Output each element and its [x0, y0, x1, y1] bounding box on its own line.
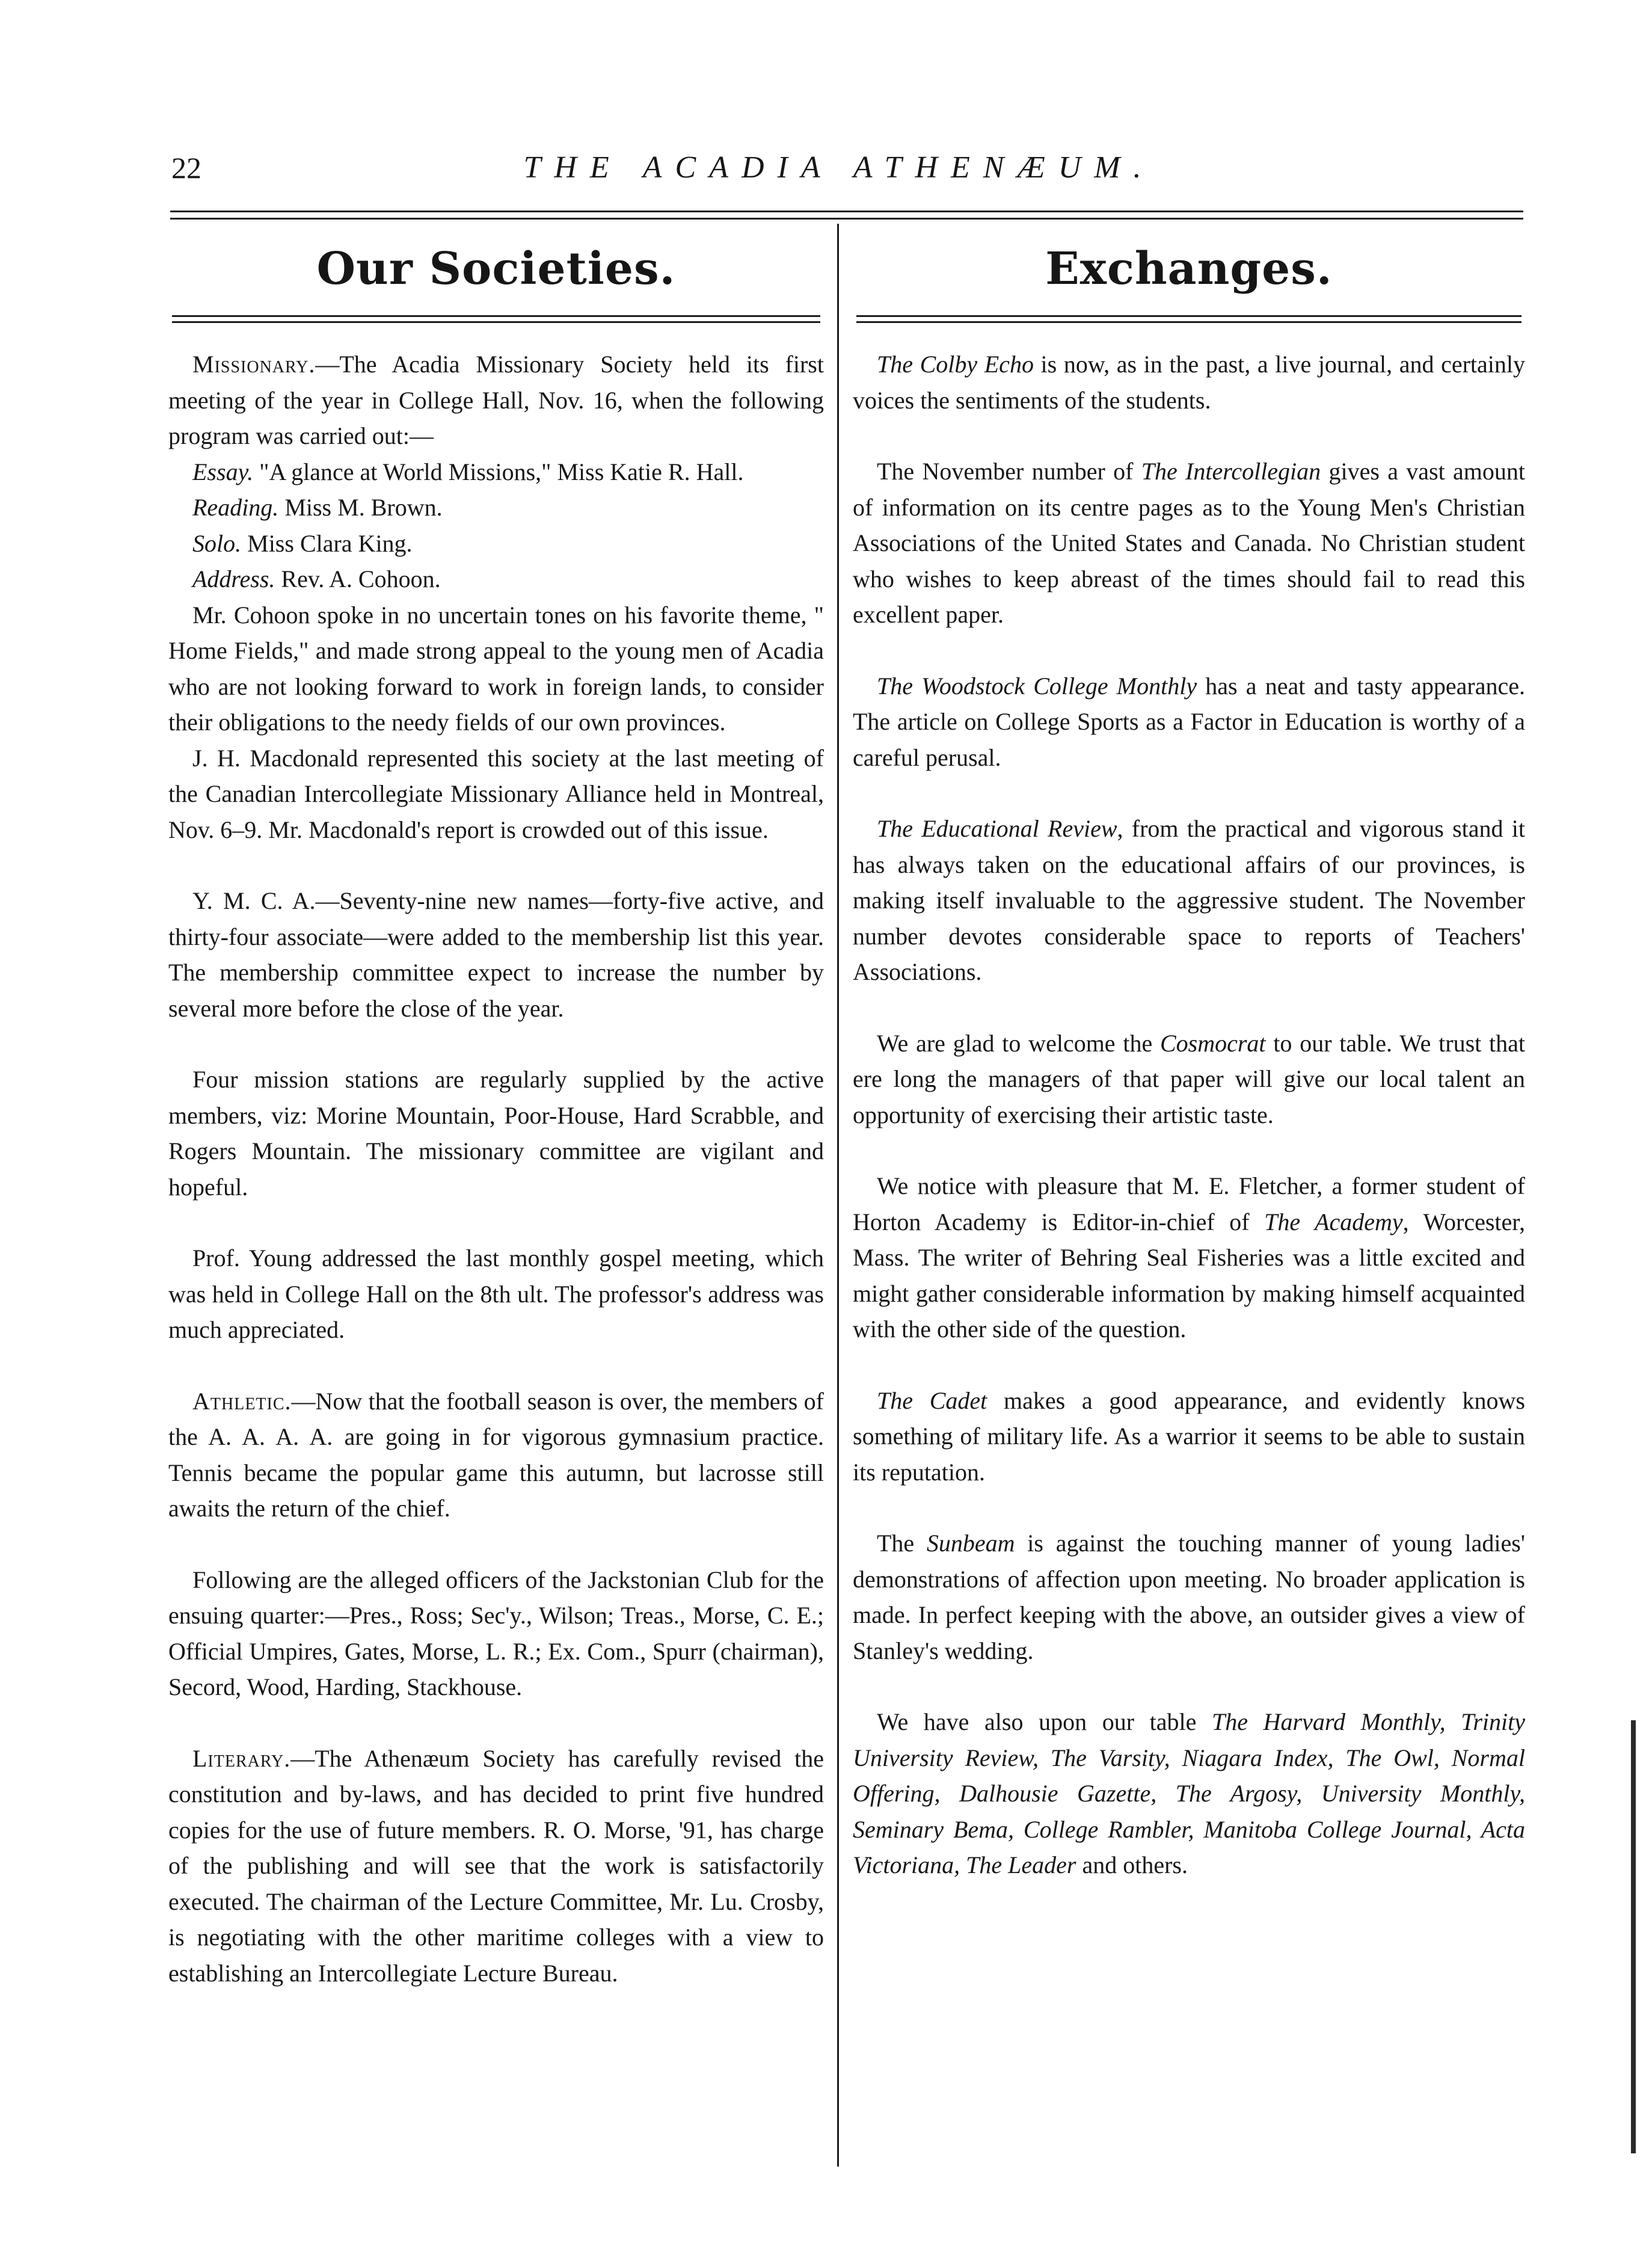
- program-item: [192, 526, 824, 562]
- periodical-title-list: The Harvard Monthly, Trinity University Review, The Varsity, Niagara Index, The Owl, Normal Offering, Dalhousie Gazette, The Argosy, University Monthly, Seminary Bema, College Rambler, Manitoba College Journal, Acta Victoriana, The Leader: [853, 1708, 1525, 1878]
- periodical-title: The Cadet: [877, 1386, 987, 1414]
- sunbeam-text: is against the touching manner of young ladies' demonstrations of affection upon meeting. No broader application is made. In perfect keeping with the above, an outsider gives a view of Stanley's wedding.: [853, 1530, 1525, 1664]
- also-on-table-paragraph: [853, 1704, 1525, 1883]
- program-item: [192, 490, 824, 526]
- program-item-text: "A glance at World Missions," Miss Katie R. Hall.: [259, 458, 744, 485]
- cohoon-paragraph: Mr. Cohoon spoke in no uncertain tones on his favorite theme, " Home Fields," and made strong appeal to the young men of Acadia who are not looking forward to work in foreign lands, to consider their obligations to the needy fields of our own provinces.: [168, 601, 824, 736]
- colby-echo-text: is now, as in the past, a live journal, and certainly voices the sentiments of the students.: [853, 351, 1526, 414]
- fletcher-paragraph: [853, 1168, 1525, 1347]
- macdonald-paragraph: J. H. Macdonald represented this society at the last meeting of the Canadian Intercollegiate Missionary Alliance held in Montreal, Nov. 6–9. Mr. Macdonald's report is crowded out of this issue.: [168, 744, 824, 843]
- periodical-title: The Educational Review: [877, 815, 1117, 842]
- periodical-title: The Woodstock College Monthly: [877, 672, 1197, 700]
- program-item: [192, 454, 824, 490]
- cadet-text: makes a good appearance, and evidently knows something of military life. As a warrior it seems to be able to sustain its reputation.: [853, 1386, 1525, 1486]
- societies-heading: Our Societies.: [316, 243, 676, 295]
- athletic-label: Athletic.: [192, 1387, 292, 1415]
- educational-review-text: , from the practical and vigorous stand it has always taken on the educational affairs of our provinces, is making itself invaluable to the aggressive student. The November number devotes considerable space to reports of Teachers' Associations.: [853, 815, 1526, 985]
- cadet-paragraph: [853, 1383, 1525, 1490]
- exchanges-heading-rule: [856, 314, 1521, 326]
- cosmocrat-paragraph: [853, 1026, 1525, 1133]
- colby-echo-paragraph: [853, 346, 1525, 418]
- page-number: 22: [171, 151, 201, 185]
- exchanges-text: [853, 346, 1525, 1883]
- program-item-label: Solo.: [192, 529, 242, 557]
- sunbeam-lead: The: [877, 1530, 927, 1557]
- header-rule-top: [170, 211, 1523, 212]
- societies-text: [168, 346, 824, 1991]
- woodstock-paragraph: [853, 668, 1525, 776]
- program-item-label: Essay.: [192, 458, 254, 485]
- running-head: [165, 147, 1512, 201]
- fletcher-lead: We notice with pleasure that M. E. Fletcher, a former student of Horton Academy is Editor-in-chief of: [853, 1172, 1525, 1235]
- program-item: [192, 561, 824, 597]
- mission-stations-paragraph: Four mission stations are regularly supplied by the active members, viz: Morine Mountain, Poor-House, Hard Scrabble, and Rogers Mountain. The missionary committee are vigilant and hopeful.: [168, 1066, 824, 1201]
- cosmocrat-text: to our table. We trust that ere long the managers of that paper will give our local talent an opportunity of exercising their artistic taste.: [853, 1029, 1526, 1128]
- column-divider: [837, 224, 839, 2167]
- woodstock-text: has a neat and tasty appearance. The article on College Sports as a Factor in Education is worthy of a careful perusal.: [853, 672, 1525, 771]
- program-item-text: Rev. A. Cohoon.: [281, 565, 441, 592]
- ymca-paragraph: Y. M. C. A.—Seventy-nine new names—forty-five active, and thirty-four associate—were added to the membership list this year. The membership committee expect to increase the number by several more before the close of the year.: [168, 887, 824, 1022]
- periodical-title: The Academy: [1264, 1208, 1403, 1235]
- program-item-text: Miss M. Brown.: [284, 494, 443, 521]
- missionary-intro-text: —The Acadia Missionary Society held its first meeting of the year in College Hall, Nov. 16, when the following program was carried out:—: [168, 351, 824, 449]
- fletcher-text: , Worcester, Mass. The writer of Behring Seal Fisheries was a little excited and might gather considerable information by making himself acquainted with the other side of the question.: [853, 1208, 1526, 1343]
- sunbeam-paragraph: [853, 1525, 1525, 1669]
- header-rule-bottom: [170, 218, 1523, 220]
- missionary-label: Missionary.: [192, 351, 316, 378]
- intercollegian-text: gives a vast amount of information on its centre pages as to the Young Men's Christian Associations of the United States and Canada. No Christian student who wishes to keep abreast of the times should fail to read this excellent paper.: [853, 458, 1525, 628]
- societies-column: [168, 224, 824, 1991]
- athletic-paragraph: [168, 1383, 824, 1527]
- educational-review-paragraph: [853, 811, 1525, 990]
- exchanges-heading: Exchanges.: [1045, 243, 1333, 295]
- periodical-title: Sunbeam: [926, 1530, 1015, 1557]
- missionary-intro: [168, 346, 824, 454]
- literary-text: —The Athenæum Society has carefully revised the constitution and by-laws, and has decided to print five hundred copies for the use of future members. R. O. Morse, '91, has charge of the publishing and will see that the work is satisfactorily executed. The chairman of the Lecture Committee, Mr. Lu. Crosby, is negotiating with the other maritime colleges with a view to establishing an Intercollegiate Lecture Bureau.: [168, 1744, 824, 1987]
- athletic-text: —Now that the football season is over, the members of the A. A. A. A. are going in for vigorous gymnasium practice. Tennis became the popular game this autumn, but lacrosse still awaits the return of the chief.: [168, 1387, 824, 1522]
- cosmocrat-lead: We are glad to welcome the: [877, 1029, 1160, 1057]
- literary-label: Literary.: [192, 1744, 291, 1772]
- scan-edge-mark: [1631, 1720, 1636, 2153]
- also-tail: and others.: [1076, 1851, 1188, 1878]
- intercollegian-lead: The November number of: [877, 458, 1141, 485]
- also-lead: We have also upon our table: [877, 1708, 1212, 1735]
- missionary-program: [168, 454, 824, 597]
- literary-paragraph: [168, 1741, 824, 1992]
- gospel-meeting-paragraph: Prof. Young addressed the last monthly gospel meeting, which was held in College Hall on the 8th ult. The professor's address was much appreciated.: [168, 1244, 824, 1343]
- periodical-title: The Intercollegian: [1141, 458, 1321, 485]
- periodical-title: The Colby Echo: [877, 351, 1034, 378]
- exchanges-column: [853, 224, 1525, 1883]
- jackstonian-paragraph: Following are the alleged officers of the Jackstonian Club for the ensuing quarter:—Pres., Ross; Sec'y., Wilson; Treas., Morse, C. E.; Official Umpires, Gates, Morse, L. R.; Ex. Com., Spurr (chairman), Secord, Wood, Harding, Stackhouse.: [168, 1566, 824, 1700]
- program-item-text: Miss Clara King.: [247, 529, 413, 557]
- societies-heading-rule: [172, 314, 820, 326]
- program-item-label: Reading.: [192, 494, 279, 521]
- periodical-title: Cosmocrat: [1159, 1029, 1266, 1057]
- journal-title: THE ACADIA ATHENÆUM.: [523, 150, 1155, 185]
- intercollegian-paragraph: [853, 454, 1525, 633]
- program-item-label: Address.: [192, 565, 275, 592]
